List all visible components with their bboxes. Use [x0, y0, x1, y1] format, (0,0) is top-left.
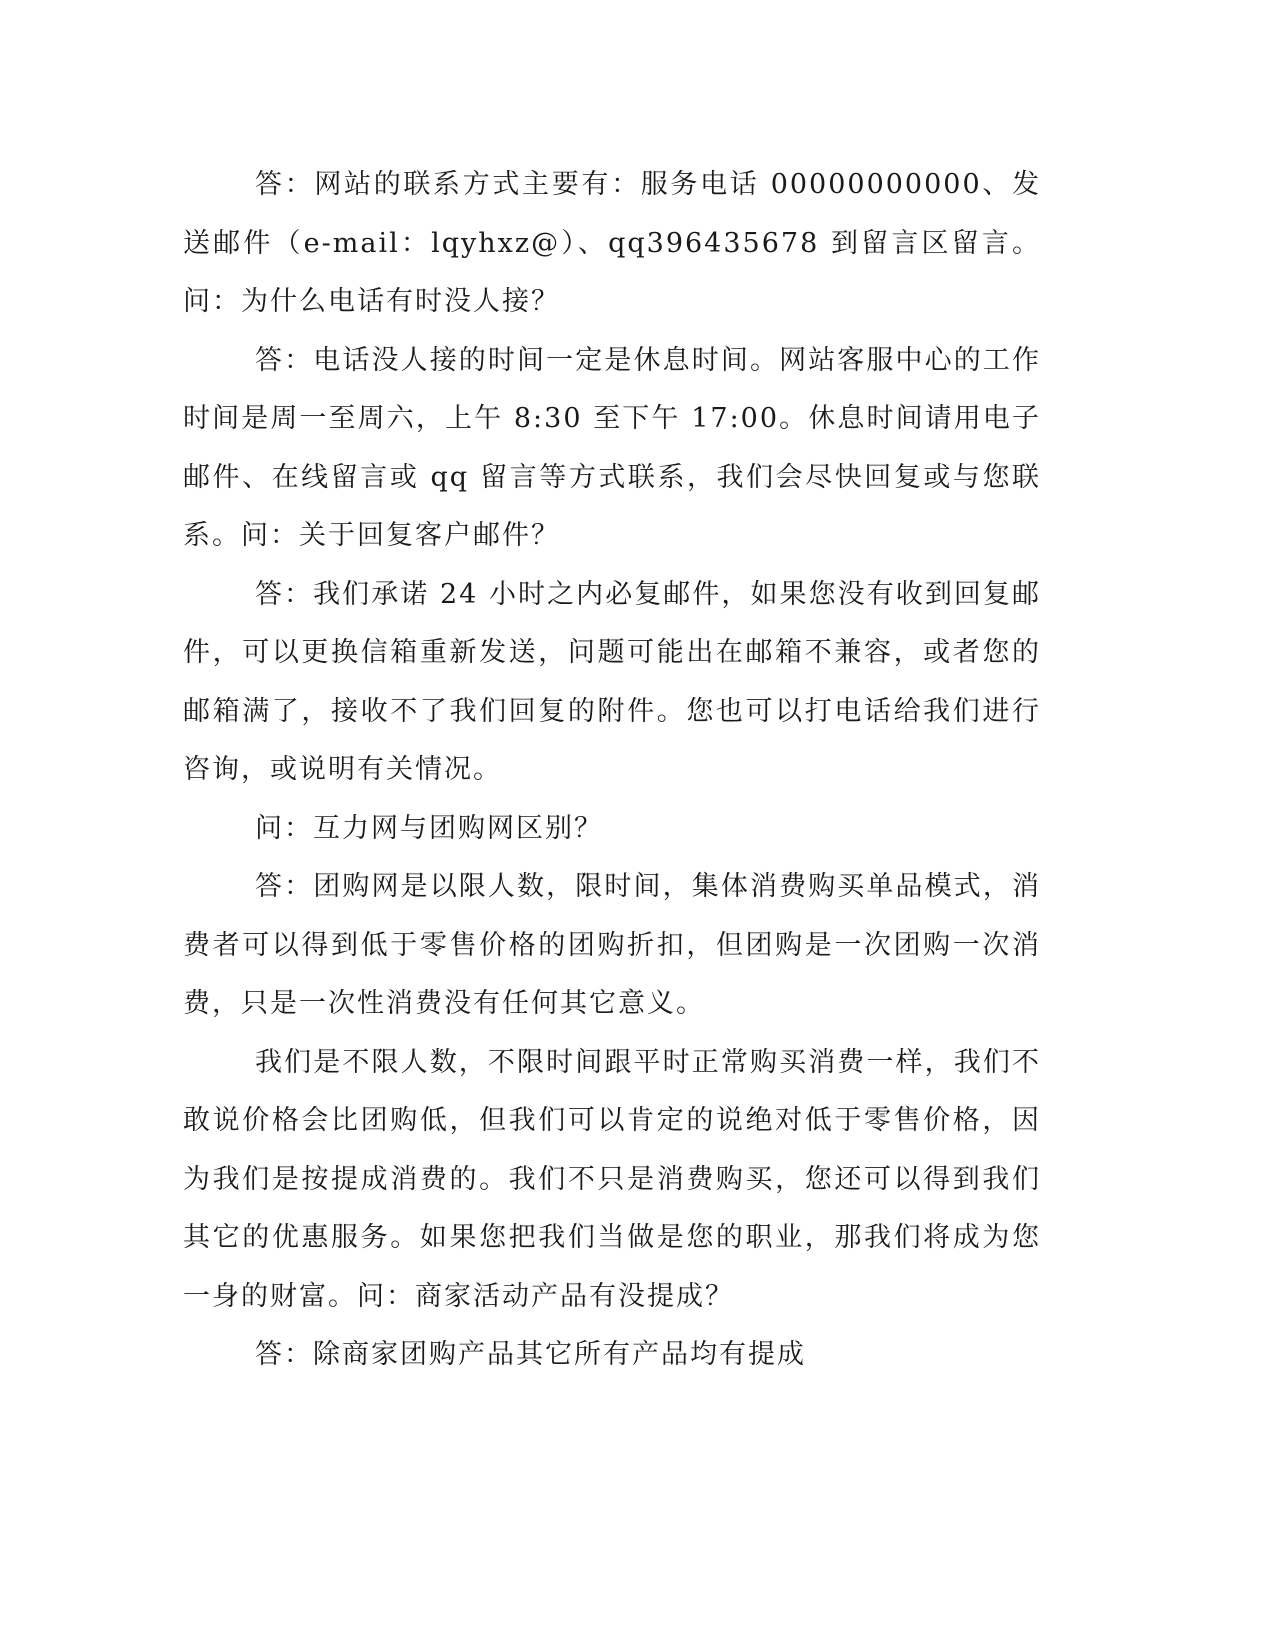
paragraph-commission: 答：除商家团购产品其它所有产品均有提成	[255, 1339, 806, 1370]
paragraph-contact-methods: 答：网站的联系方式主要有：服务电话 00000000000、发送邮件（e-mail：lqyhxz@）、qq396435678 到留言区留言。问：为什么电话有时没人接？	[183, 169, 1041, 317]
paragraph-question-difference: 问：互力网与团购网区别？	[255, 812, 603, 844]
paragraph-working-hours: 答：电话没人接的时间一定是休息时间。网站客服中心的工作时间是周一至周六，上午 8:30 至下午 17:00。休息时间请用电子邮件、在线留言或 qq 留言等方式联系，我们会尽快回复或与您联系。问：关于回复客户邮件？	[183, 344, 1041, 551]
document-body	[183, 156, 1041, 1385]
paragraph-group-buying: 答：团购网是以限人数，限时间，集体消费购买单品模式，消费者可以得到低于零售价格的团购折扣，但团购是一次团购一次消费，只是一次性消费没有任何其它意义。	[183, 871, 1041, 1019]
paragraph-email-reply: 答：我们承诺 24 小时之内必复邮件，如果您没有收到回复邮件，可以更换信箱重新发送，问题可能出在邮箱不兼容，或者您的邮箱满了，接收不了我们回复的附件。您也可以打电话给我们进行咨询，或说明有关情况。	[183, 578, 1041, 785]
paragraph-our-model: 我们是不限人数，不限时间跟平时正常购买消费一样，我们不敢说价格会比团购低，但我们可以肯定的说绝对低于零售价格，因为我们是按提成消费的。我们不只是消费购买，您还可以得到我们其它的优惠服务。如果您把我们当做是您的职业，那我们将成为您一身的财富。问：商家活动产品有没提成？	[183, 1046, 1041, 1312]
